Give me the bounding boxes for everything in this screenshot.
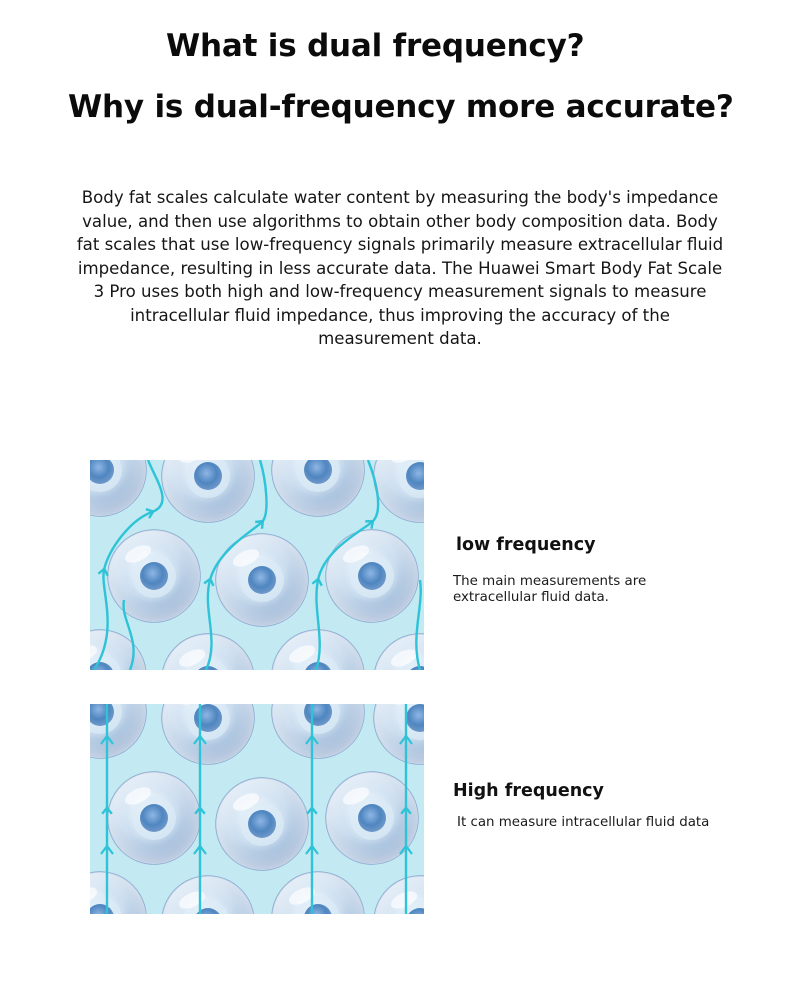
intro-paragraph: Body fat scales calculate water content by measuring the body's impedance value, and then use algorithms to obtain other body composition data. Body fat scales that use low-frequency signals primarily measure extracellular fluid impedance, resulting in less accurate data. The Huawei Smart Body Fat Scale 3 Pro uses both high and low-frequency measurement signals to measure intracellular fluid impedance, thus improving the accuracy of the measurement data. bbox=[76, 188, 724, 348]
low-frequency-description: The main measurements are extracellular fluid data. bbox=[453, 574, 647, 605]
high-frequency-description: It can measure intracellular fluid data bbox=[457, 815, 710, 830]
low-frequency-title: low frequency bbox=[456, 535, 596, 555]
heading-what-is-dual-frequency: What is dual frequency? bbox=[166, 28, 585, 64]
cell-row-middle bbox=[108, 530, 418, 626]
low-frequency-illustration bbox=[90, 460, 424, 670]
cell-row-bottom bbox=[90, 872, 424, 914]
cell-row-top bbox=[90, 460, 424, 522]
high-frequency-illustration bbox=[90, 704, 424, 914]
high-frequency-title: High frequency bbox=[453, 781, 604, 801]
cell-row-middle bbox=[108, 772, 418, 870]
cell-row-top bbox=[90, 704, 424, 764]
cell-row-bottom bbox=[90, 630, 424, 670]
heading-why-more-accurate: Why is dual-frequency more accurate? bbox=[68, 89, 734, 125]
